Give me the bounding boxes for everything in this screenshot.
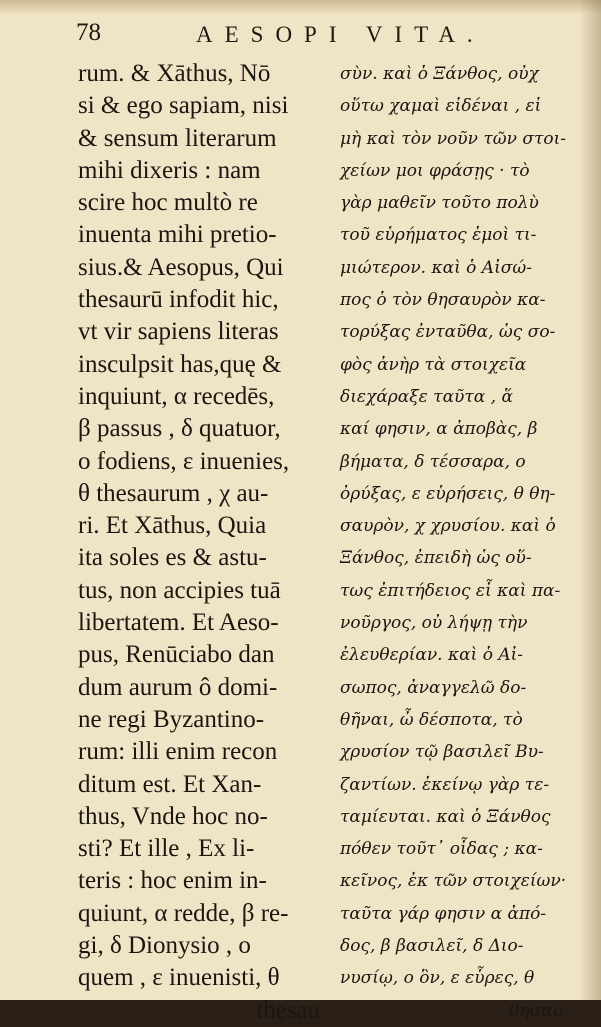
greek-column bbox=[340, 58, 583, 1021]
latin-text-line: insculpsit has,quę & bbox=[78, 350, 282, 378]
greek-text-line: σαυρὸν, χ χρυσίου. καὶ ὁ bbox=[340, 516, 556, 537]
greek-text-line: ζαντίων. ἐκείνῳ γὰρ τε- bbox=[340, 774, 550, 795]
latin-text-line: si & ego sapiam, nisi bbox=[78, 92, 289, 120]
latin-text-line: inquiunt, α recedēs, bbox=[78, 382, 275, 410]
greek-text-line: φὸς ἀνὴρ τὰ στοιχεῖα bbox=[340, 354, 527, 375]
latin-text-line: ita soles es & astu- bbox=[78, 544, 267, 572]
latin-text-line: quiunt, α redde, β re- bbox=[78, 899, 289, 927]
greek-text-line: μιώτερον. καὶ ὁ Αἰσώ- bbox=[340, 257, 532, 278]
latin-text-line: rum. & Xāthus, Nō bbox=[78, 60, 271, 87]
greek-text-line: σωπος, ἀναγγελῶ δο- bbox=[340, 677, 527, 698]
greek-text-line: τως ἐπιτήδειος εἶ καὶ πα- bbox=[340, 580, 561, 601]
latin-text-line: θ thesaurum , χ au- bbox=[78, 479, 269, 507]
latin-text-line: ri. Et Xāthus, Quia bbox=[78, 512, 267, 540]
greek-text-line: τορύξας ἐνταῦθα, ὡς σο- bbox=[340, 322, 556, 343]
greek-text-line: νυσίῳ, ο ὃν, ε εὗρες, θ bbox=[340, 968, 535, 989]
greek-text-line: μὴ καὶ τὸν νοῦν τῶν στοι- bbox=[340, 128, 567, 149]
greek-text-line: πος ὁ τὸν θησαυρὸν κα- bbox=[340, 290, 546, 311]
page-top-edge bbox=[0, 0, 601, 14]
greek-text-line: θῆναι, ὦ δέσποτα, τὸ bbox=[340, 709, 523, 730]
greek-text-line: χρυσίον τῷ βασιλεῖ Βυ- bbox=[340, 742, 544, 763]
greek-text-line: χείων μοι φράσῃς · τὸ bbox=[340, 160, 530, 181]
text-columns bbox=[78, 58, 583, 1024]
greek-text-line: νοῦργος, οὐ λήψῃ τὴν bbox=[340, 613, 528, 634]
greek-text-line: γὰρ μαθεῖν τοῦτο πολὺ bbox=[340, 193, 539, 214]
greek-text-line: βήματα, δ τέσσαρα, ο bbox=[340, 451, 526, 472]
latin-text-line: pus, Renūciabo dan bbox=[78, 641, 275, 669]
latin-text-line: gi, δ Dionysio , ο bbox=[78, 932, 251, 960]
greek-text-line: ἐλευθερίαν. καὶ ὁ Αἰ- bbox=[340, 645, 524, 666]
latin-text-line: thus, Vnde hoc no- bbox=[78, 802, 268, 830]
latin-text-line: ne regi Byzantino- bbox=[78, 705, 265, 733]
latin-text-line: & sensum literarum bbox=[78, 124, 277, 152]
latin-text-line: thesaurū infodit hic, bbox=[78, 286, 279, 314]
greek-text-line: ὀρύξας, ε εὑρήσεις, θ θη- bbox=[340, 483, 556, 504]
latin-text-line: sius.& Aesopus, Qui bbox=[78, 253, 284, 281]
greek-text-line: δος, β βασιλεῖ, δ Διο- bbox=[340, 936, 524, 957]
latin-text-line: vt vir sapiens literas bbox=[78, 318, 279, 346]
greek-text-line: θησαυ bbox=[509, 1000, 563, 1021]
running-title: AESOPI VITA. bbox=[196, 22, 485, 47]
latin-text-line: quem , ε inuenisti, θ bbox=[78, 964, 280, 992]
latin-text-line: sti? Et ille , Ex li- bbox=[78, 835, 255, 863]
latin-text-line: ο fodiens, ε inuenies, bbox=[78, 447, 290, 475]
latin-text-line: mihi dixeris : nam bbox=[78, 156, 261, 184]
latin-text-line: scire hoc multò re bbox=[78, 189, 258, 217]
greek-text-line: κεῖνος, ἐκ τῶν στοιχείων· bbox=[340, 871, 567, 892]
latin-text-line: β passus , δ quatuor, bbox=[78, 415, 281, 443]
latin-text-line: ditum est. Et Xan- bbox=[78, 770, 262, 798]
greek-text-line: σὺν. καὶ ὁ Ξάνθος, οὐχ bbox=[340, 64, 539, 84]
latin-text-line: rum: illi enim recon bbox=[78, 738, 278, 766]
latin-text-line: dum aurum ô domi- bbox=[78, 673, 278, 701]
page-number: 78 bbox=[76, 19, 101, 46]
latin-text-line: teris : hoc enim in- bbox=[78, 867, 267, 895]
greek-text-line: καί φησιν, α ἀποβὰς, β bbox=[340, 419, 538, 440]
greek-text-line: διεχάραξε ταῦτα , ἅ bbox=[340, 386, 513, 407]
latin-text-line: thesau bbox=[256, 996, 320, 1024]
latin-column bbox=[78, 58, 320, 1024]
latin-text-line: libertatem. Et Aeso- bbox=[78, 609, 279, 637]
greek-text-line: ταῦτα γάρ φησιν α ἀπό- bbox=[340, 903, 547, 924]
running-head bbox=[76, 18, 576, 52]
greek-text-line: τοῦ εὑρήματος ἐμοὶ τι- bbox=[340, 225, 537, 246]
greek-text-line: ταμίευται. καὶ ὁ Ξάνθος bbox=[340, 806, 551, 827]
latin-text-line: tus, non accipies tuā bbox=[78, 576, 281, 604]
greek-text-line: Ξάνθος, ἐπειδὴ ὡς οὕ- bbox=[340, 548, 532, 569]
greek-text-line: πόθεν τοῦτ᾽ οἶδας ; κα- bbox=[340, 839, 543, 860]
latin-text-line: inuenta mihi pretio- bbox=[78, 221, 277, 249]
greek-text-line: οὕτω χαμαὶ εἰδέναι , εἰ bbox=[340, 96, 542, 117]
